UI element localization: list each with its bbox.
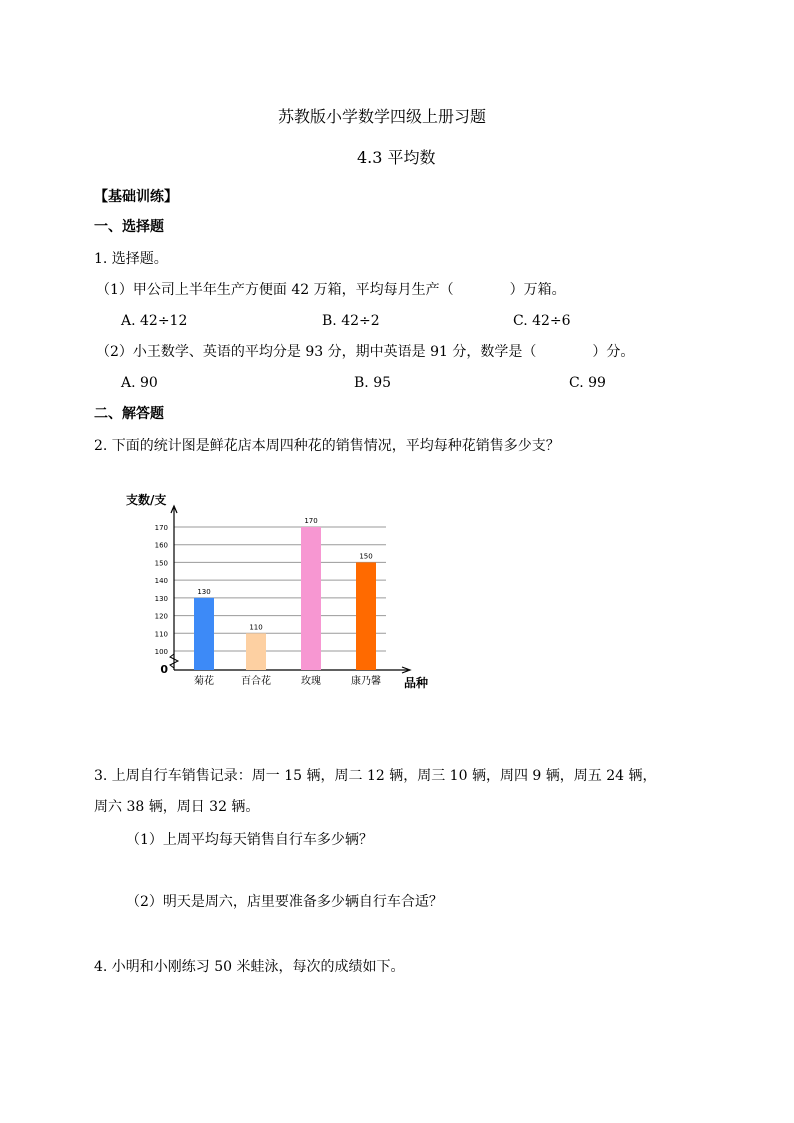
q4-text: 4. 小明和小刚练习 50 米蛙泳，每次的成绩如下。: [94, 959, 405, 975]
bar: [246, 633, 266, 670]
part1-heading: 一、选择题: [94, 219, 164, 235]
y-axis-label: 支数/支: [126, 493, 167, 507]
x-tick-label: 菊花: [194, 676, 214, 687]
q1-sub1-option-c: C. 42÷6: [513, 313, 571, 329]
y-tick-label: 110: [154, 630, 168, 639]
x-tick-label: 百合花: [241, 676, 271, 687]
flower-sales-chart: [118, 486, 438, 696]
y-tick-label: 150: [154, 559, 168, 568]
bar-value-label: 110: [249, 623, 263, 632]
bar-value-label: 130: [197, 587, 211, 596]
bar: [356, 562, 376, 670]
q1-sub2-option-c: C. 99: [569, 375, 606, 391]
y-tick-label: 120: [154, 612, 168, 621]
y-tick-label: 170: [154, 524, 168, 532]
doc-subtitle: 4.3 平均数: [357, 148, 436, 167]
bar-value-label: 150: [359, 552, 373, 561]
x-axis-label: 品种: [404, 676, 429, 690]
q1-sub1-text: （1）甲公司上半年生产方便面 42 万箱，平均每月生产（ ）万箱。: [96, 282, 566, 298]
y-tick-label: 0: [160, 663, 168, 676]
q1-sub1-option-a: A. 42÷12: [121, 313, 188, 329]
q1-sub2-option-a: A. 90: [121, 375, 158, 391]
y-tick-label: 160: [154, 541, 168, 550]
x-tick-label: 康乃馨: [351, 676, 381, 687]
bar-value-label: 170: [304, 517, 318, 525]
q3-line1: 3. 上周自行车销售记录：周一 15 辆，周二 12 辆，周三 10 辆，周四 9 辆，周五 24 辆，: [94, 768, 657, 784]
y-tick-label: 140: [154, 577, 168, 586]
q1-sub2-text: （2）小王数学、英语的平均分是 93 分，期中英语是 91 分，数学是（ ）分。: [96, 344, 635, 360]
q1-sub2-option-b: B. 95: [354, 375, 392, 391]
q3-sub2: （2）明天是周六，店里要准备多少辆自行车合适？: [126, 894, 443, 910]
q2-text: 2. 下面的统计图是鲜花店本周四种花的销售情况，平均每种花销售多少支？: [94, 438, 560, 454]
q3-line2: 周六 38 辆，周日 32 辆。: [94, 799, 260, 815]
bar: [301, 527, 321, 670]
y-tick-label: 130: [154, 594, 168, 603]
section-basic-training: 【基础训练】: [94, 189, 178, 205]
x-tick-label: 玫瑰: [301, 676, 321, 687]
doc-title: 苏教版小学数学四级上册习题: [278, 107, 487, 126]
q1-sub1-option-b: B. 42÷2: [322, 313, 380, 329]
q3-sub1: （1）上周平均每天销售自行车多少辆？: [126, 832, 373, 848]
q1-stem: 1. 选择题。: [94, 251, 168, 267]
part2-heading: 二、解答题: [94, 406, 164, 422]
bar: [194, 598, 214, 670]
y-tick-label: 100: [154, 648, 168, 656]
